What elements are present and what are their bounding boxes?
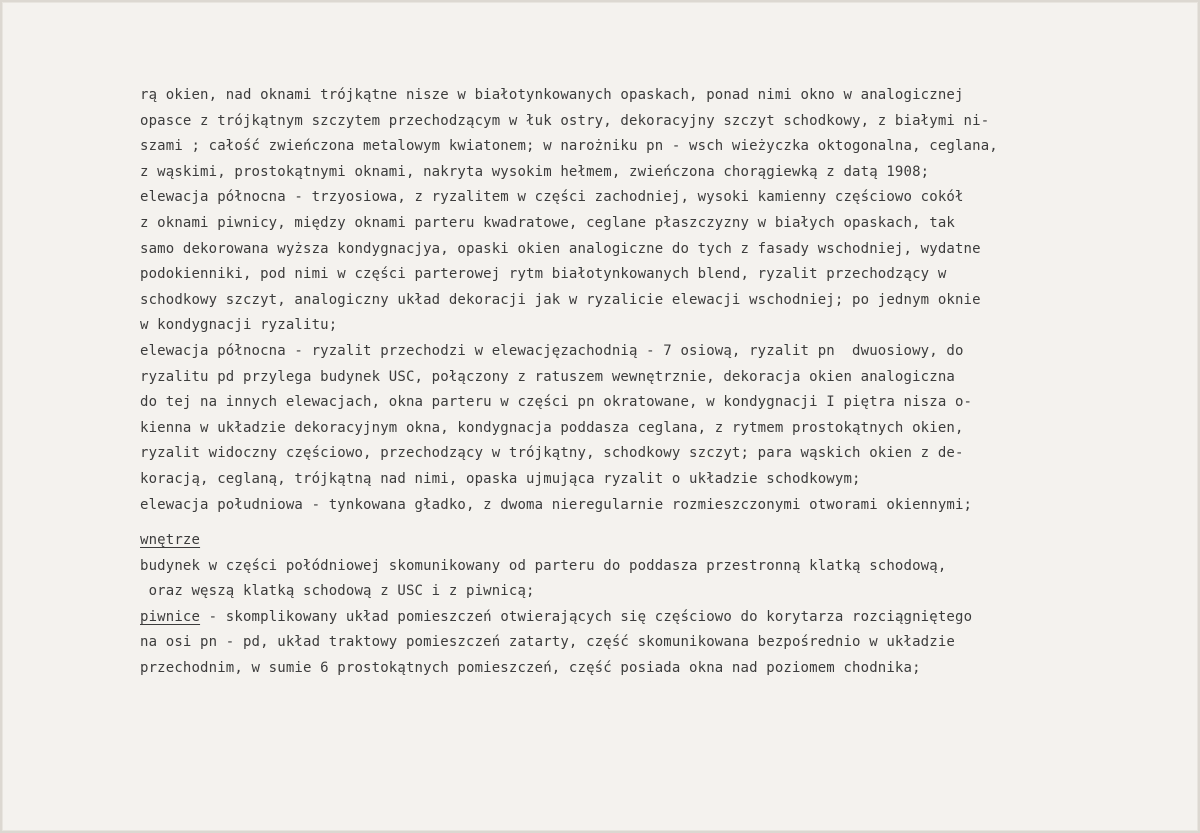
text-line: ryzalit widoczny częściowo, przechodzący w trójkątny, schodkowy szczyt; para wąskich okien z de- bbox=[140, 445, 964, 462]
section-heading: wnętrze bbox=[140, 532, 201, 549]
text-line: kienna w układzie dekoracyjnym okna, kondygnacja poddasza ceglana, z rytmem prostokątnych okien, bbox=[140, 419, 964, 436]
text-line: opasce z trójkątnym szczytem przechodzącym w łuk ostry, dekoracyjny szczyt schodkowy, z białymi ni- bbox=[140, 112, 990, 129]
text-line: oraz węszą klatką schodową z USC i z piwnicą; bbox=[140, 583, 535, 600]
text-line: budynek w części połódniowej skomunikowany od parteru do poddasza przestronną klatką schodową, bbox=[140, 557, 947, 574]
text-line: schodkowy szczyt, analogiczny układ dekoracji jak w ryzalicie elewacji wschodniej; po jednym oknie bbox=[140, 291, 981, 308]
text-line: w kondygnacji ryzalitu; bbox=[140, 317, 338, 334]
text-line: z wąskimi, prostokątnymi oknami, nakryta wysokim hełmem, zwieńczona chorągiewką z datą 1908; bbox=[140, 163, 930, 180]
text-line: z oknami piwnicy, między oknami parteru kwadratowe, ceglane płaszczyzny w białych opaskach, tak bbox=[140, 214, 955, 231]
text-line: ryzalitu pd przylega budynek USC, połączony z ratuszem wewnętrznie, dekoracja okien analogiczna bbox=[140, 368, 955, 385]
text-line: przechodnim, w sumie 6 prostokątnych pomieszczeń, część posiada okna nad poziomem chodnika; bbox=[140, 660, 921, 677]
basement-text: - skomplikowany układ pomieszczeń otwierających się częściowo do korytarza rozciągniętego bbox=[200, 608, 973, 625]
text-line: koracją, ceglaną, trójkątną nad nimi, opaska ujmująca ryzalit o układzie schodkowym; bbox=[140, 470, 861, 487]
text-line: na osi pn - pd, układ traktowy pomieszczeń zatarty, część skomunikowana bezpośrednio w układzie bbox=[140, 634, 955, 651]
text-line: samo dekorowana wyższa kondygnacjya, opaski okien analogiczne do tych z fasady wschodniej, wydatne bbox=[140, 240, 981, 257]
text-line: rą okien, nad oknami trójkątne nisze w białotynkowanych opaskach, ponad nimi okno w analogicznej bbox=[140, 87, 964, 103]
text-line: elewacja południowa - tynkowana gładko, z dwoma nieregularnie rozmieszczonymi otworami okiennymi; bbox=[140, 496, 973, 513]
text-line: do tej na innych elewacjach, okna parteru w części pn okratowane, w kondygnacji I piętra nisza o- bbox=[140, 394, 973, 411]
section-heading-line bbox=[140, 528, 1190, 554]
text-line: elewacja północna - ryzalit przechodzi w elewacjęzachodnią - 7 osiową, ryzalit pn dwuosiowy, do bbox=[140, 342, 964, 359]
text-line: elewacja północna - trzyosiowa, z ryzalitem w części zachodniej, wysoki kamienny częściowo cokół bbox=[140, 189, 964, 206]
basement-line bbox=[140, 605, 1190, 631]
text-line: podokienniki, pod nimi w części parterowej rytm białotynkowanych blend, ryzalit przechodzący w bbox=[140, 266, 947, 283]
page-text bbox=[140, 83, 1190, 682]
text-line: szami ; całość zwieńczona metalowym kwiatonem; w narożniku pn - wsch wieżyczka oktogonalna, ceglana, bbox=[140, 138, 998, 155]
basement-label: piwnice bbox=[140, 608, 201, 625]
